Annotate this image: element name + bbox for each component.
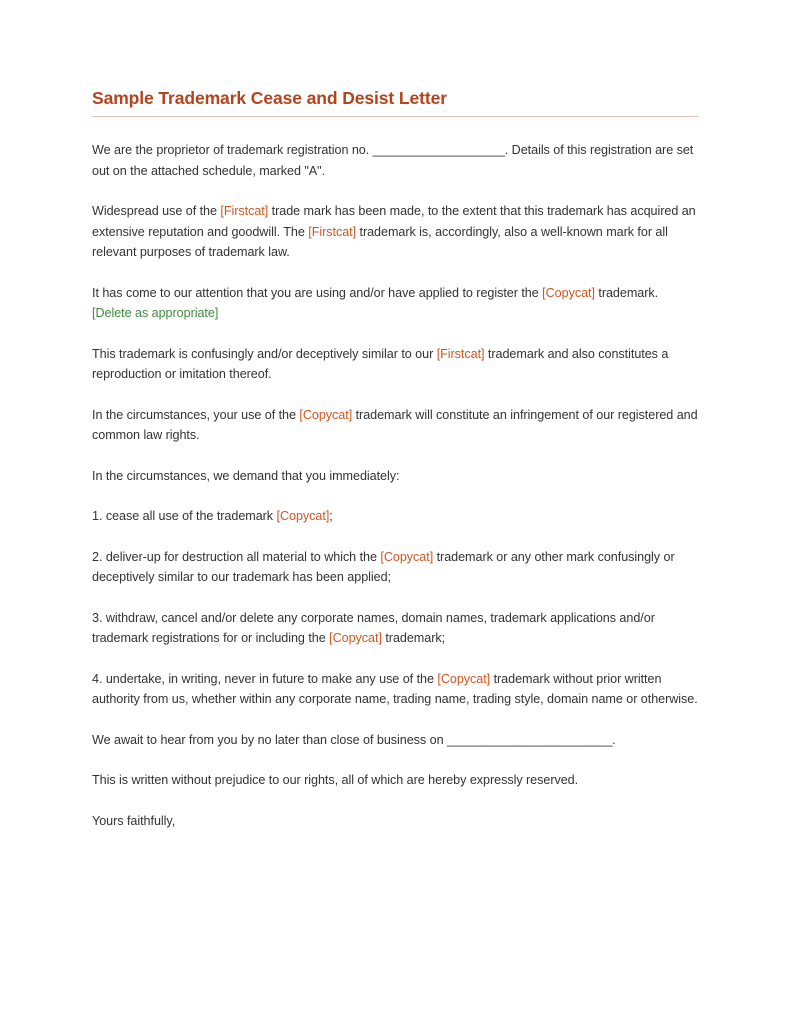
paragraph-registration (92, 140, 698, 181)
deadline-text-2: . (612, 732, 616, 747)
infringement-text-1: In the circumstances, your use of the (92, 407, 300, 422)
demand-item-3 (92, 608, 698, 649)
placeholder-copycat: [Copycat] (299, 407, 353, 422)
registration-text-after: . Details of this registration are set out on the attached schedule, marked "A". (92, 143, 694, 178)
placeholder-copycat: [Copycat] (437, 671, 491, 686)
item4-text-1: 4. undertake, in writing, never in future to make any use of the (92, 671, 438, 686)
signoff: Yours faithfully, (92, 813, 176, 828)
confusing-text-1: This trademark is confusingly and/or deceptively similar to our (92, 346, 437, 361)
demand-item-2 (92, 547, 698, 588)
attention-text-2: trademark. (594, 285, 659, 300)
placeholder-copycat: [Copycat] (542, 285, 595, 300)
widespread-text-1: Widespread use of the (92, 204, 221, 218)
confusing-text-2: trademark and also constitutes a reproduction or imitation thereof. (92, 346, 669, 381)
widespread-text-2: trade mark has been made, to the extent that this trademark has acquired an extensive reputation and goodwill. The (92, 204, 696, 239)
letter-body (92, 88, 698, 831)
placeholder-copycat: [Copycat] (380, 549, 434, 564)
widespread-text-3: trademark is, accordingly, also a well-known mark for all relevant purposes of trademark law. (92, 224, 668, 259)
deadline-blank-field: _________________________ (447, 732, 613, 747)
paragraph-confusing-similarity (92, 344, 698, 385)
editorial-note-delete-as-appropriate: [Delete as appropriate] (92, 306, 219, 320)
placeholder-firstcat: [Firstcat] (436, 346, 485, 361)
item2-text-1: 2. deliver-up for destruction all material to which the (92, 549, 381, 564)
item1-text-1: 1. cease all use of the trademark (92, 509, 277, 523)
paragraph-demand-intro: In the circumstances, we demand that you immediately: (92, 468, 400, 483)
paragraph-widespread-use (92, 201, 698, 263)
paragraph-deadline (92, 730, 698, 751)
page-title: Sample Trademark Cease and Desist Letter (92, 88, 447, 108)
demand-item-4 (92, 669, 698, 710)
demand-item-1 (92, 506, 698, 527)
placeholder-copycat: [Copycat] (276, 509, 330, 523)
paragraph-attention (92, 283, 698, 324)
placeholder-firstcat: [Firstcat] (308, 224, 357, 239)
item2-text-2: trademark or any other mark confusingly or deceptively similar to our trademark has been applied; (92, 549, 675, 584)
item3-text-2: trademark; (381, 631, 446, 645)
infringement-text-2: trademark will constitute an infringement of our registered and common law rights. (92, 407, 698, 442)
title-divider (92, 116, 698, 117)
item1-text-2: ; (329, 509, 333, 523)
placeholder-copycat: [Copycat] (329, 631, 382, 645)
registration-text-before: We are the proprietor of trademark registration no. (92, 143, 373, 157)
paragraph-without-prejudice: This is written without prejudice to our rights, all of which are hereby expressly reserved. (92, 773, 579, 787)
registration-blank-field: ____________________ (372, 143, 505, 157)
placeholder-firstcat: [Firstcat] (220, 204, 269, 218)
deadline-text-1: We await to hear from you by no later than close of business on (92, 732, 447, 747)
item3-text-1: 3. withdraw, cancel and/or delete any corporate names, domain names, trademark applications and/or trademark registrations for or including the (92, 610, 655, 645)
attention-text-1: It has come to our attention that you are using and/or have applied to register the (92, 285, 543, 300)
paragraph-infringement (92, 405, 698, 446)
item4-text-2: trademark without prior written authority from us, whether within any corporate name, trading name, trading style, domain name or otherwise. (92, 671, 698, 706)
